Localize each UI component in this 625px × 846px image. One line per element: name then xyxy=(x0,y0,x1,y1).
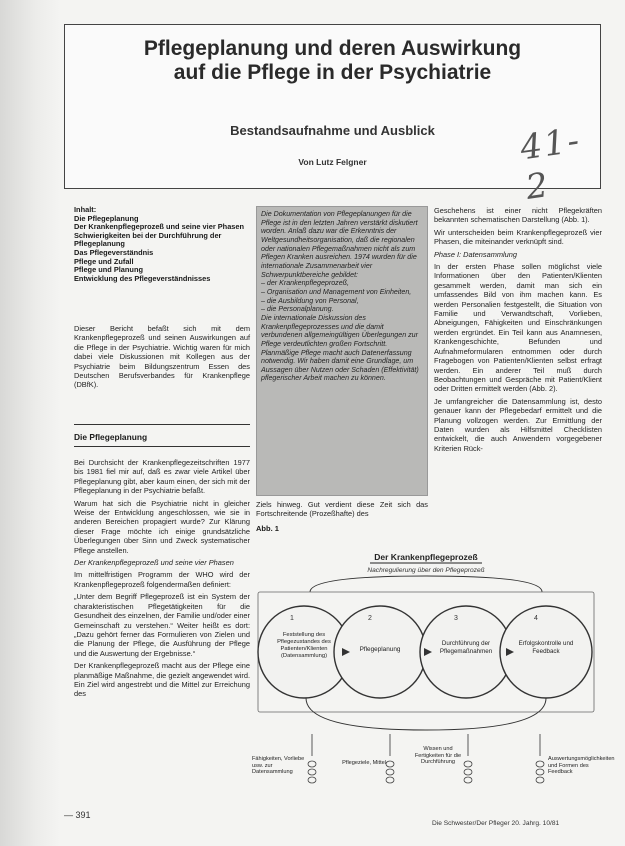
journal-footer: Die Schwester/Der Pfleger 20. Jahrg. 10/81 xyxy=(432,820,560,827)
svg-text:3: 3 xyxy=(454,615,458,622)
paragraph: Wir unterscheiden beim Krankenpflegeprozeß vier Phasen, die miteinander verknüpft sind. xyxy=(434,227,602,247)
input-2-box xyxy=(342,760,386,790)
input-4-label: Auswertungsmöglichkeiten und Formen des Feedback xyxy=(548,756,615,776)
input-2-label: Pflegeziele, Mittel xyxy=(342,760,386,766)
article-title xyxy=(65,37,600,85)
toc-item: Der Krankenpflegeprozeß und seine vier Phasen xyxy=(74,222,245,232)
diagram-title: Der Krankenpflegeprozeß xyxy=(374,552,478,562)
phase-3-label: Durchführung der Pflegemaßnahmen xyxy=(439,640,493,655)
section-rule xyxy=(74,446,250,447)
column-3-body xyxy=(434,206,602,456)
input-1-box xyxy=(252,756,308,794)
phase-1-label-box xyxy=(264,632,344,676)
paragraph: Ziels hinweg. Gut verdient diese Zeit sich das Fortschreitende (Prozeßhafte) des xyxy=(256,500,428,519)
box-bullet: – die Personalplanung. xyxy=(261,305,334,314)
table-of-contents xyxy=(74,206,250,283)
phase-2-label: Pflegeplanung xyxy=(359,646,401,653)
box-bullet: – Organisation und Management von Einheiten, xyxy=(261,287,412,296)
toc-item: Pflege und Planung xyxy=(74,265,143,275)
paragraph: Geschehens ist einer nicht Pflegekräften bekannten schematischen Darstellung (Abb. 1). xyxy=(434,206,602,225)
toc-item: Das Pflegeverständnis xyxy=(74,247,154,257)
return-arc xyxy=(306,698,546,730)
paragraph: „Unter dem Begriff Pflegeprozeß ist ein System der charakteristischen Pflegetätigkeiten für die Gesundheit des einzelnen, der Familie und/oder einer Gemeinschaft zu verstehen.“ Weiter heißt es dort: „Dazu gehört ferner das Formulieren von Zielen und die Planung der Pflege, die Ausführung der Pflege und die Auswertung der Ergebnisse.“ xyxy=(74,592,250,658)
input-1-label: Fähigkeiten, Vorliebe usw. zur Datensammlung xyxy=(252,756,305,776)
paragraph: Je umfangreicher die Datensammlung ist, desto genauer kann der Pflegebedarf ermittelt und die Planung vollzogen werden. Zur Ermittlung der Daten wurden als Hilfsmittel Checklisten entwickelt, die auch Anwendern vorgegebener Kriterien Rück- xyxy=(434,396,602,453)
title-line-1: Pflegeplanung und deren Auswirkung xyxy=(143,37,522,60)
paragraph: Warum hat sich die Psychiatrie nicht in gleicher Weise der Entwicklung angeschlossen, wie sie in anderen Bereichen propagiert wurde? Zur Klärung dieser Frage möchte ich einige grundsätzliche Überlegungen über Sinn und Zweck systematischer Pflege anstellen. xyxy=(74,498,250,555)
highlight-box xyxy=(256,206,428,496)
toc-heading: Inhalt: xyxy=(74,205,97,214)
process-diagram xyxy=(250,534,615,796)
paragraph: In der ersten Phase sollen möglichst viele Informationen über den Patienten/Klienten gesammelt werden, damit man sich ein umfassendes Bild von ihm machen kann. Es werden Personalien festgestellt, die Situation von Familie und Verwandtschaft, Vorlieben, Abneigungen, Fähigkeiten und Einschränkungen werden ergründet. Ein Teil kann aus Anamnesen, Krankengeschichte, Befunden und Aufnahmeformularen entnommen oder durch Fragebogen von Patienten/Klienten selbst erfragt werden. Ein anderer Teil muß durch Beobachtungen und Gespräche mit Patient/Klient oder Dritten ermittelt werden (Abb. 2). xyxy=(434,262,602,394)
toc-item: Pflege und Zufall xyxy=(74,256,134,266)
title-box xyxy=(64,24,601,208)
input-4-box xyxy=(548,756,615,794)
svg-text:2: 2 xyxy=(368,615,372,622)
paragraph: Im mittelfristigen Programm der WHO wird der Krankenpflegeprozeß folgendermaßen definiert: xyxy=(74,570,250,589)
column-1-body xyxy=(74,458,250,702)
intro-paragraph: Dieser Bericht befaßt sich mit dem Krankenpflegeprozeß und seinen Auswirkungen auf die Pflege in der Psychiatrie. Wichtig waren für mich dabei viele Diskussionen mit Kollegen aus der Psychiatrie beim Bildungszentrum Essen des Deutschen Berufsverbandes für Krankenpflege (DBfK). xyxy=(74,324,250,390)
handwritten-note: 41-2 xyxy=(517,120,584,208)
section-heading: Die Pflegeplanung xyxy=(74,432,148,442)
toc-item: Die Pflegeplanung xyxy=(74,213,139,223)
toc-item: Entwicklung des Pflegeverständnisses xyxy=(74,273,211,283)
section-rule xyxy=(74,424,250,425)
box-text: Die internationale Diskussion des Krankenpflegeprozesses und die damit verbundenen allgemeingültigen Überlegungen zur Pflege verdeutlichten großen Fortschritt. Planmäßige Pflege macht auch Datenerfassung notwendig. Wir haben damit eine Grundlage, um Aussagen über Nutzen oder Schaden (Effektivität) pflegerischer Arbeit machen zu können. xyxy=(261,313,419,383)
box-bullet: – der Krankenpflegeprozeß, xyxy=(261,279,349,288)
article-subtitle: Bestandsaufnahme und Ausblick xyxy=(230,123,435,138)
subheading: Der Krankenpflegeprozeß und seine vier Phasen xyxy=(74,558,234,568)
toc-item: Schwierigkeiten bei der Durchführung der Pflegeplanung xyxy=(74,230,222,249)
phase-3-label-box xyxy=(432,640,500,668)
input-3-label: Wissen und Fertigkeiten für die Durchführung xyxy=(414,746,462,766)
subheading: Phase I: Datensammlung xyxy=(434,249,517,259)
svg-text:1: 1 xyxy=(290,615,294,622)
article-author: Von Lutz Felgner xyxy=(298,157,367,167)
input-3-box xyxy=(412,746,464,794)
paragraph: Der Krankenpflegeprozeß macht aus der Pflege eine planmäßige Maßnahme, die gezielt angewendet wird. Ein Ziel wird angestrebt und die Mittel zur Erreichung des xyxy=(74,661,250,699)
phase-4-label: Erfolgskontrolle und Feedback xyxy=(518,640,574,655)
phase-1-label: Feststellung des Pflegezustandes des Patienten/Klienten (Datensammlung) xyxy=(277,632,331,659)
box-text: Die Dokumentation von Pflegeplanungen für die Pflege ist in den letzten Jahren verstärkt diskutiert worden. Anlaß dazu war die Erkenntnis der Weltgesundheitsorganisation, daß die regionalen oder nationalen Pflegemaßnahmen nicht als zum Pflegen Kranken ausreichen. 1974 wurden für die internationale Zusammenarbeit vier Schwerpunktbereiche gebildet: xyxy=(261,210,418,279)
paragraph: Bei Durchsicht der Krankenpflegezeitschriften 1977 bis 1981 fiel mir auf, daß es zwar viele Artikel über Pflegeplanung gibt, aber kaum einen, der sich mit der Pflegeplanung in der Psychiatrie befaßt. xyxy=(74,458,250,496)
figure-label: Abb. 1 xyxy=(256,524,279,533)
feedback-label: Nachregulierung über den Pflegeprozeß xyxy=(367,567,485,574)
column-2-after-box xyxy=(256,500,428,522)
intro-text xyxy=(74,324,250,393)
svg-text:4: 4 xyxy=(534,615,538,622)
scan-shadow xyxy=(0,0,60,846)
title-line-2: auf die Pflege in der Psychiatrie xyxy=(173,61,492,84)
phase-4-label-box xyxy=(512,640,580,668)
page-number-handwritten: — 391 xyxy=(64,810,91,820)
box-bullet: – die Ausbildung von Personal, xyxy=(261,296,359,305)
feedback-arc xyxy=(310,576,542,592)
phase-2-label-box xyxy=(346,646,414,660)
